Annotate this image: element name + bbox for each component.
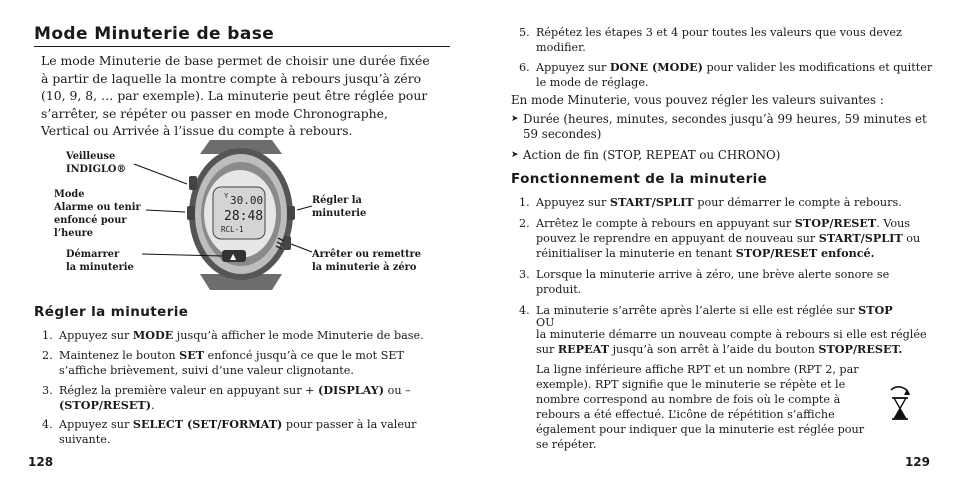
step-item <box>40 348 452 378</box>
text-run: jusqu’à son arrêt à l’aide du bouton <box>609 343 819 356</box>
svg-text:▲: ▲ <box>230 252 237 261</box>
text-run: pour valider les modifications et quitter le mode de réglage. <box>536 61 933 89</box>
text-run: ou réinitialiser la minuterie en tenant <box>536 232 921 260</box>
right-page <box>477 0 954 477</box>
page-number-right: 129 <box>904 455 930 469</box>
text-run: Appuyez sur <box>59 418 133 432</box>
page-title: Mode Minuterie de base <box>34 24 450 47</box>
step-item <box>517 60 937 90</box>
bold-term: STOP/RESET. <box>818 342 903 356</box>
bold-term: STOP/RESET <box>794 216 877 230</box>
step-number: 6. <box>519 61 530 74</box>
callout-start: Démarrer la minuterie <box>66 249 134 273</box>
text-run: . <box>151 398 155 412</box>
step-number: 3. <box>519 268 530 281</box>
set-timer-steps <box>40 328 452 452</box>
bold-term: START/SPLIT <box>609 195 694 209</box>
callout-stop: Arrêter ou remettre la minuterie à zéro <box>312 249 421 273</box>
step-number: 2. <box>519 217 530 230</box>
page-number-left: 128 <box>28 455 54 469</box>
text-run: jusqu’à afficher le mode Minuterie de base. <box>173 329 424 342</box>
bold-term: DONE (MODE) <box>609 60 703 74</box>
bold-term: (DISPLAY) <box>318 382 385 397</box>
step-item <box>517 25 937 55</box>
text-run: Lorsque la minuterie arrive à zéro, une brève alerte sonore se produit. <box>536 268 890 296</box>
step-number: 5. <box>519 26 530 39</box>
callout-mode: Mode Alarme ou tenir enfoncé pour l’heure <box>54 189 141 239</box>
text-run: Appuyez sur <box>536 61 610 74</box>
callout-set: Régler la minuterie <box>312 195 367 219</box>
bold-term: (STOP/RESET) <box>59 397 151 412</box>
rpt-paragraph: La ligne inférieure affiche RPT et un nombre (RPT 2, par exemple). RPT signifie que le minuterie se répète et le nombre correspond au nombre de fois où le compte à rebours a été effectué. L’icône de répétition s’affiche également pour indiquer que la minuterie est réglée pour se répéter. <box>536 363 865 451</box>
light-button-shape <box>189 176 197 190</box>
arrow-bullet-icon: ➤ <box>511 114 519 124</box>
set-button-shape <box>287 206 295 220</box>
watch-diagram <box>50 140 440 290</box>
bold-term: REPEAT <box>557 342 610 356</box>
section-title-timer-operation: Fonctionnement de la minuterie <box>511 171 768 187</box>
step-item <box>517 195 937 210</box>
text-run: enfoncé jusqu’à ce que le mot SET s’affiche brièvement, suivi d’une valeur clignotante. <box>59 348 404 377</box>
step-number: 3. <box>42 383 53 397</box>
step-item <box>40 383 452 413</box>
bold-term: STOP <box>858 303 893 317</box>
stop-button-shape <box>283 236 291 250</box>
lcd-line-3: RCL-1 <box>221 225 244 234</box>
mode-button-shape <box>187 206 195 220</box>
leader-stop <box>291 244 312 252</box>
step-item <box>40 328 452 343</box>
lcd-line-1: 30.00 <box>230 194 264 207</box>
leader-set <box>297 206 312 210</box>
text-run: Réglez la première valeur en appuyant sur + <box>59 383 319 397</box>
repeat-hourglass-icon <box>887 386 913 422</box>
text-run: Répétez les étapes 3 et 4 pour toutes les valeurs que vous devez modifier. <box>536 26 902 54</box>
repeat-paragraph <box>536 327 931 357</box>
settings-paragraph: En mode Minuterie, vous pouvez régler les valeurs suivantes : <box>511 93 884 107</box>
text-run: pour démarrer le compte à rebours. <box>693 196 902 209</box>
leader-light <box>134 164 187 184</box>
text-run: pour passer à la valeur suivante. <box>59 418 417 447</box>
text-run: . Vous pouvez le reprendre en appuyant de nouveau sur <box>536 217 911 245</box>
bold-term: STOP/RESET enfoncé. <box>735 246 875 260</box>
text-run: Arrêtez le compte à rebours en appuyant sur <box>536 217 795 230</box>
bold-term: MODE <box>132 328 174 342</box>
intro-paragraph: Le mode Minuterie de base permet de choisir une durée fixée à partir de laquelle la montre compte à rebours jusqu’à zéro (10, 9, 8, … par exemple). La minuterie peut être réglée pour s’arrêter, se répéter ou passer en mode Chronographe, Vertical ou Arrivée à l’issue du compte à rebours. <box>41 53 430 138</box>
step-item <box>40 417 452 447</box>
callout-light: Veilleuse INDIGLO® <box>66 151 127 175</box>
bullet-duration: ➤ Durée (heures, minutes, secondes jusqu’à 99 heures, 59 minutes et 59 secondes) <box>511 112 927 141</box>
step-item <box>517 216 937 261</box>
text-run: Appuyez sur <box>536 196 610 209</box>
step-number: 4. <box>519 304 530 317</box>
step-number: 1. <box>519 196 530 209</box>
leader-mode <box>146 210 185 212</box>
step-number: 2. <box>42 348 53 362</box>
svg-text:Y: Y <box>224 192 229 200</box>
lcd-line-2: 28:48 <box>224 209 264 224</box>
text-run: Maintenez le bouton <box>59 348 180 362</box>
step-number: 1. <box>42 329 53 342</box>
step-number: 4. <box>42 418 53 432</box>
text-run: La minuterie s’arrête après l’alerte si elle est réglée sur <box>536 304 859 317</box>
bold-term: SELECT (SET/FORMAT) <box>132 417 283 432</box>
watch-illustration <box>50 140 440 290</box>
timer-operation-steps <box>517 195 937 324</box>
text-run: la minuterie démarre un nouveau compte à rebours si elle est réglée sur <box>536 328 927 356</box>
set-timer-steps-continued <box>517 25 937 95</box>
arrow-bullet-icon: ➤ <box>511 150 519 160</box>
text-run: Appuyez sur <box>59 329 133 342</box>
bullet-end-action: ➤ Action de fin (STOP, REPEAT ou CHRONO) <box>511 148 781 162</box>
bold-term: SET <box>179 347 205 362</box>
step-item <box>517 267 937 297</box>
text-run: ou – <box>384 383 411 397</box>
or-text: OU <box>536 316 555 329</box>
bold-term: START/SPLIT <box>818 231 903 245</box>
section-title-set-timer: Régler la minuterie <box>34 304 189 320</box>
